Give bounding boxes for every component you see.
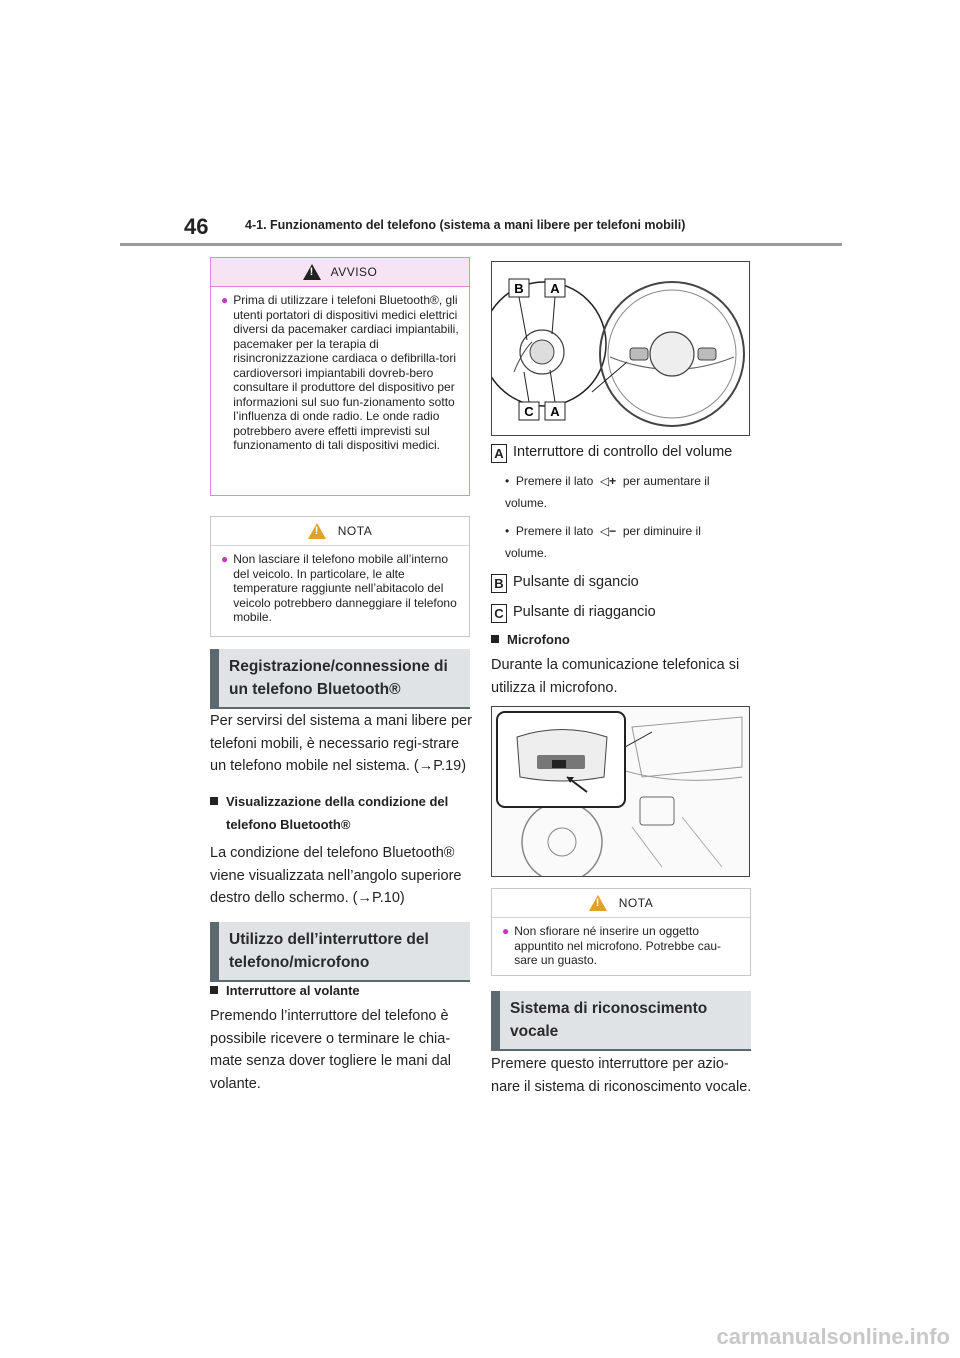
nota-text-1: Non lasciare il telefono mobile all’interno del veicolo. In particolare, le alte temperature raggiunte nell’abitacolo del veicolo potrebbero danneggiare il telefono mobile.	[233, 552, 457, 624]
chapter-title: 4-1. Funzionamento del telefono (sistema a mani libere per telefoni mobili)	[245, 218, 686, 232]
nota-box-1	[210, 516, 470, 637]
steering-wheel-figure	[491, 261, 750, 436]
section-heading-line: un telefono Bluetooth®	[229, 681, 401, 698]
volume-down-icon: ◁−	[596, 524, 620, 538]
figure-label-a-bottom: A	[550, 404, 560, 419]
subsection-title: Microfono	[507, 632, 570, 647]
bullet-text-after: per aumentare il volume.	[505, 474, 710, 510]
legend-c	[491, 601, 756, 624]
subsection-title: Interruttore al volante	[226, 983, 360, 998]
voice-paragraph: Premere questo interruttore per azio-nare il sistema di riconoscimento vocale.	[491, 1056, 752, 1095]
figure-label-b-top: B	[514, 281, 524, 296]
nota-label-2: NOTA	[618, 896, 654, 910]
bullet-dot: •	[505, 474, 516, 488]
square-bullet-icon	[491, 635, 499, 643]
watermark: carmanualsonline.info	[716, 1324, 950, 1349]
section-heading-line: Registrazione/connessione di	[229, 658, 448, 675]
registration-paragraph: Per servirsi del sistema a mani libere per telefoni mobili, è necessario regi-strare un telefono mobile nel sistema. (→P.19)	[210, 713, 472, 774]
legend-a-bullet-1	[505, 470, 745, 514]
section-heading-switch	[210, 922, 470, 982]
legend-b	[491, 571, 756, 594]
bluetooth-status-paragraph: La condizione del telefono Bluetooth® viene visualizzata nell’angolo superiore destro dello schermo. (→P.10)	[210, 845, 462, 906]
warning-icon	[303, 264, 321, 280]
legend-letter-b: B	[491, 574, 507, 593]
microphone-paragraph: Durante la comunicazione telefonica si utilizza il microfono.	[491, 657, 740, 696]
cabin-microphone-illustration	[492, 707, 749, 876]
bullet-icon: ●	[221, 293, 229, 307]
caution-icon	[589, 895, 607, 911]
bullet-text-after: per diminuire il volume.	[505, 524, 701, 560]
section-heading-voice	[491, 991, 751, 1051]
section-heading-line: Sistema di riconoscimento	[510, 1000, 708, 1017]
avviso-box	[210, 257, 470, 496]
subsection-title: Visualizzazione della condizione del telefono Bluetooth®	[226, 794, 449, 832]
avviso-header	[211, 258, 469, 287]
avviso-text: Prima di utilizzare i telefoni Bluetooth®, gli utenti portatori di dispositivi medici elettrici diversi da pacemaker cardiaci impiantabili, pacemaker per la terapia di risincronizzazione cardiaca o defibrilla-tori cardioversori impiantabili dovreb-bero consultare il produttore del dispositivo per informazioni sul suo fun-zionamento sotto l’influenza di onde radio. Le onde radio potrebbero avere effetti imprevisti sul funzionamento di tali dispositivi medici.	[233, 293, 459, 452]
nota-box-2	[491, 888, 751, 976]
volume-up-icon: ◁+	[596, 474, 620, 488]
square-bullet-icon	[210, 797, 218, 805]
nota-text-2: Non sfiorare né inserire un oggetto appuntito nel microfono. Potrebbe cau-sare un guasto.	[514, 924, 722, 967]
legend-text-c: Pulsante di riaggancio	[513, 604, 656, 620]
legend-text-a: Interruttore di controllo del volume	[513, 444, 733, 460]
section-heading-line: telefono/microfono	[229, 954, 370, 971]
avviso-label: AVVISO	[330, 265, 378, 279]
steering-switch-paragraph: Premendo l’interruttore del telefono è possibile ricevere o terminare le chia-mate senza dover togliere le mani dal volante.	[210, 1008, 451, 1092]
cabin-figure	[491, 706, 750, 877]
caution-icon	[308, 523, 326, 539]
subsection-microphone	[491, 629, 753, 652]
bullet-icon: ●	[221, 552, 229, 566]
legend-a-bullet-2	[505, 520, 745, 564]
nota-label-1: NOTA	[337, 524, 373, 538]
section-heading-line: Utilizzo dell’interruttore del	[229, 931, 429, 948]
legend-letter-a: A	[491, 444, 507, 463]
bullet-dot: •	[505, 524, 516, 538]
bullet-text-before: Premere il lato	[515, 474, 594, 488]
subsection-bluetooth-status	[210, 791, 488, 836]
legend-a	[491, 441, 756, 464]
legend-letter-c: C	[491, 604, 507, 623]
steering-wheel-illustration	[492, 262, 749, 435]
section-heading-line: vocale	[510, 1023, 559, 1040]
legend-text-b: Pulsante di sgancio	[513, 574, 639, 590]
section-heading-registration	[210, 649, 470, 709]
figure-label-c: C	[524, 404, 534, 419]
header-divider	[120, 243, 842, 246]
subsection-steering-switch	[210, 980, 472, 1003]
square-bullet-icon	[210, 986, 218, 994]
page-number: 46	[184, 214, 209, 239]
bullet-icon: ●	[502, 924, 510, 938]
nota-header-2	[492, 889, 750, 918]
nota-header-1	[211, 517, 469, 546]
bullet-text-before: Premere il lato	[515, 524, 594, 538]
figure-label-a-top: A	[550, 281, 560, 296]
